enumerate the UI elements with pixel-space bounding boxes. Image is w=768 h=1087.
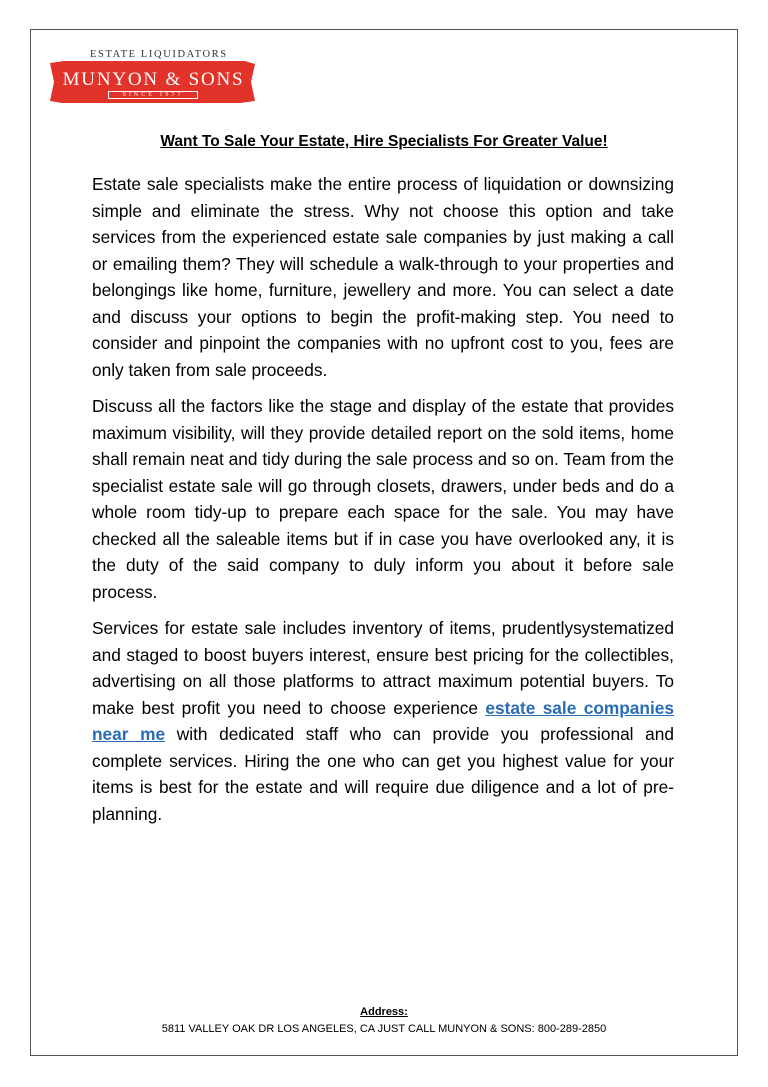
article-body — [92, 171, 674, 837]
paragraph-1: Estate sale specialists make the entire process of liquidation or downsizing simple and eliminate the stress. Why not choose this option and take services from the experienced estate sale companies by just making a call or emailing them? They will schedule a walk-through to your properties and belongings like home, furniture, jewellery and more. You can select a date and discuss your options to begin the profit-making step. You need to consider and pinpoint the companies with no upfront cost to you, fees are only taken from sale proceeds. — [92, 174, 674, 380]
article-title: Want To Sale Your Estate, Hire Specialists For Greater Value! — [160, 133, 608, 150]
logo-since: SINCE 1977 — [108, 91, 198, 99]
paragraph-3-text-before: Services for estate sale includes inventory of items, prudentlysystematized and staged to boost buyers interest, ensure best pricing for the collectibles, advertising on all those platforms to attract maximum potential buyers. To make best profit you need to choose experience — [92, 618, 674, 718]
estate-sale-companies-link[interactable]: estate sale companies near me — [92, 697, 674, 744]
footer-address: 5811 VALLEY OAK DR LOS ANGELES, CA JUST CALL MUNYON & SONS: 800-289-2850 — [161, 1023, 607, 1035]
paragraph-3 — [92, 615, 674, 827]
paragraph-3-text-after: with dedicated staff who can provide you professional and complete services. Hiring the one who can get you highest value for your items is best for the estate and will require due diligence and a lot of pre-planning. — [92, 724, 674, 824]
logo-tagline: ESTATE LIQUIDATORS — [90, 49, 228, 60]
logo-company-name: MUNYON & SONS — [62, 69, 245, 90]
paragraph-2: Discuss all the factors like the stage and display of the estate that provides maximum visibility, will they provide detailed report on the sold items, home shall remain neat and tidy during the sale process and so on. Team from the specialist estate sale will go through closets, drawers, under beds and do a whole room tidy-up to prepare each space for the sale. You may have checked all the saleable items but if in case you have overlooked any, it is the duty of the said company to duly inform you about it before sale process. — [92, 396, 674, 602]
company-logo — [50, 49, 255, 105]
footer-address-label: Address: — [360, 1006, 408, 1018]
